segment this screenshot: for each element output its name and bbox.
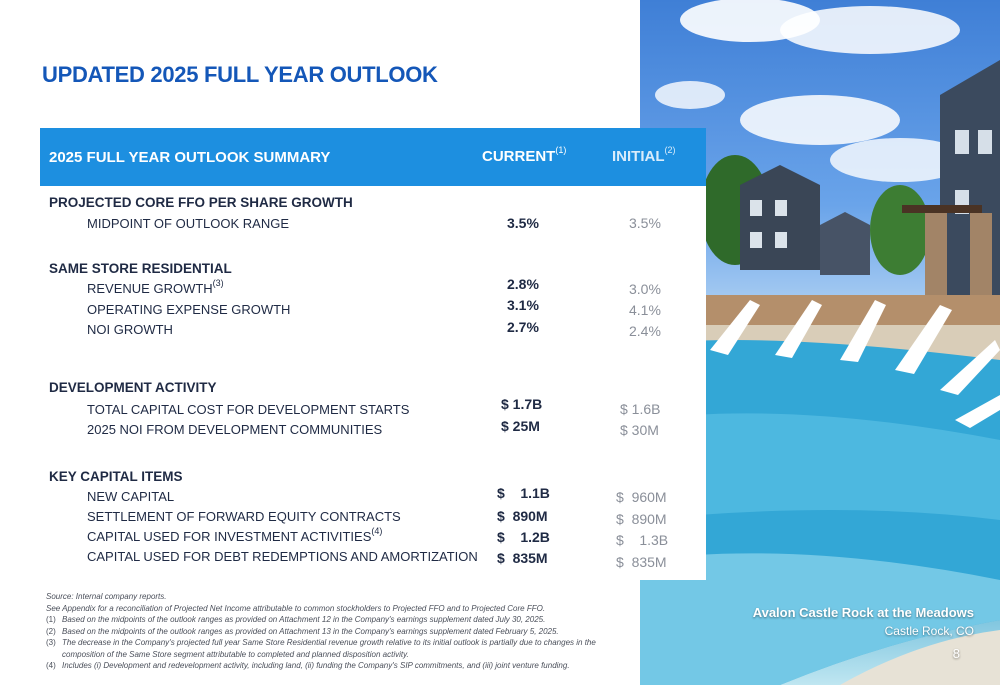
footnote-source: Source: Internal company reports. xyxy=(46,592,167,601)
footnote-number: (1) xyxy=(46,615,56,624)
footnote-appendix: See Appendix for a reconciliation of Projected Net Income attributable to common stockholders to Projected FFO and to Projected Core FFO. xyxy=(46,603,546,613)
value-current-new-capital: $ 1.1B xyxy=(497,485,550,501)
header-current xyxy=(482,145,567,165)
value-initial-dev-noi: $ 30M xyxy=(620,422,659,438)
value-current-midpoint: 3.5% xyxy=(507,215,539,231)
header-label: 2025 FULL YEAR OUTLOOK SUMMARY xyxy=(49,149,331,166)
value-current-noi-growth: 2.7% xyxy=(507,319,539,335)
footnote-item xyxy=(46,637,606,660)
section-title-key-capital: KEY CAPITAL ITEMS xyxy=(49,469,183,484)
value-initial-midpoint: 3.5% xyxy=(629,215,661,231)
row-label-revenue-growth-note: (3) xyxy=(212,278,224,288)
value-current-forward-equity: $ 890M xyxy=(497,508,548,524)
footnote-item xyxy=(46,660,606,672)
photo-caption xyxy=(753,605,974,638)
value-current-debt-redemptions: $ 835M xyxy=(497,550,548,566)
value-initial-forward-equity: $ 890M xyxy=(616,511,667,527)
table-header xyxy=(40,128,706,186)
header-current-note: (1) xyxy=(555,145,567,155)
row-label-dev-noi: 2025 NOI FROM DEVELOPMENT COMMUNITIES xyxy=(87,422,383,437)
header-initial-note: (2) xyxy=(664,145,676,155)
value-initial-noi-growth: 2.4% xyxy=(629,323,661,339)
section-title-same-store: SAME STORE RESIDENTIAL xyxy=(49,261,232,276)
value-initial-dev-starts: $ 1.6B xyxy=(620,401,661,417)
section-title-development: DEVELOPMENT ACTIVITY xyxy=(49,380,217,395)
value-current-opex-growth: 3.1% xyxy=(507,297,539,313)
footnote-number: (3) xyxy=(46,638,56,647)
row-label-midpoint: MIDPOINT OF OUTLOOK RANGE xyxy=(87,216,290,231)
row-label-investment-activities xyxy=(87,526,383,544)
value-current-revenue-growth: 2.8% xyxy=(507,276,539,292)
value-current-dev-starts: $ 1.7B xyxy=(501,396,543,412)
footnote-text: Includes (i) Development and redevelopment activity, including land, (ii) funding the Company's SIP commitments, and (iii) joint venture funding. xyxy=(62,661,570,670)
section-title-core-ffo: PROJECTED CORE FFO PER SHARE GROWTH xyxy=(49,195,353,210)
footnote-number: (2) xyxy=(46,626,56,636)
page-title: UPDATED 2025 FULL YEAR OUTLOOK xyxy=(42,62,438,87)
row-label-investment-activities-text: CAPITAL USED FOR INVESTMENT ACTIVITIES xyxy=(87,529,372,544)
footnote-item xyxy=(46,626,606,638)
row-label-new-capital: NEW CAPITAL xyxy=(87,489,175,504)
row-label-noi-growth: NOI GROWTH xyxy=(87,322,173,337)
row-label-debt-redemptions: CAPITAL USED FOR DEBT REDEMPTIONS AND AMORTIZATION xyxy=(87,549,478,564)
footnote-item xyxy=(46,614,606,626)
row-label-forward-equity: SETTLEMENT OF FORWARD EQUITY CONTRACTS xyxy=(87,509,401,524)
row-label-investment-activities-note: (4) xyxy=(371,526,383,536)
value-initial-revenue-growth: 3.0% xyxy=(629,281,661,297)
photo-caption-title: Avalon Castle Rock at the Meadows xyxy=(752,605,974,620)
row-label-opex-growth: OPERATING EXPENSE GROWTH xyxy=(87,302,291,317)
footnote-text: The decrease in the Company's projected full year Same Store Residential revenue growth relative to its initial outlook is partially due to changes in the composition of the Same Store segment attributable to completed and planned disposition activity. xyxy=(62,638,596,659)
row-label-revenue-growth xyxy=(87,278,224,296)
value-initial-debt-redemptions: $ 835M xyxy=(616,554,667,570)
value-initial-new-capital: $ 960M xyxy=(616,489,667,505)
header-initial-text: INITIAL xyxy=(612,148,665,165)
value-current-investment-activities: $ 1.2B xyxy=(497,529,550,545)
footnote-text: Based on the midpoints of the outlook ranges as provided on Attachment 12 in the Company's earnings supplement dated July 30, 2025. xyxy=(62,615,546,624)
page-number: 8 xyxy=(952,646,960,661)
row-label-dev-starts: TOTAL CAPITAL COST FOR DEVELOPMENT STARTS xyxy=(87,402,410,417)
footnotes xyxy=(46,591,606,672)
header-current-text: CURRENT xyxy=(482,148,556,165)
header-initial xyxy=(612,145,676,165)
outlook-summary-table xyxy=(40,128,706,580)
footnote-text: Based on the midpoints of the outlook ranges as provided on Attachment 13 in the Company's earnings supplement dated February 5, 2025. xyxy=(62,626,559,636)
footnote-number: (4) xyxy=(46,661,56,670)
value-current-dev-noi: $ 25M xyxy=(501,418,540,434)
photo-caption-location: Castle Rock, CO xyxy=(884,624,974,638)
value-initial-investment-activities: $ 1.3B xyxy=(616,532,669,548)
value-initial-opex-growth: 4.1% xyxy=(629,302,661,318)
row-label-revenue-growth-text: REVENUE GROWTH xyxy=(87,281,213,296)
